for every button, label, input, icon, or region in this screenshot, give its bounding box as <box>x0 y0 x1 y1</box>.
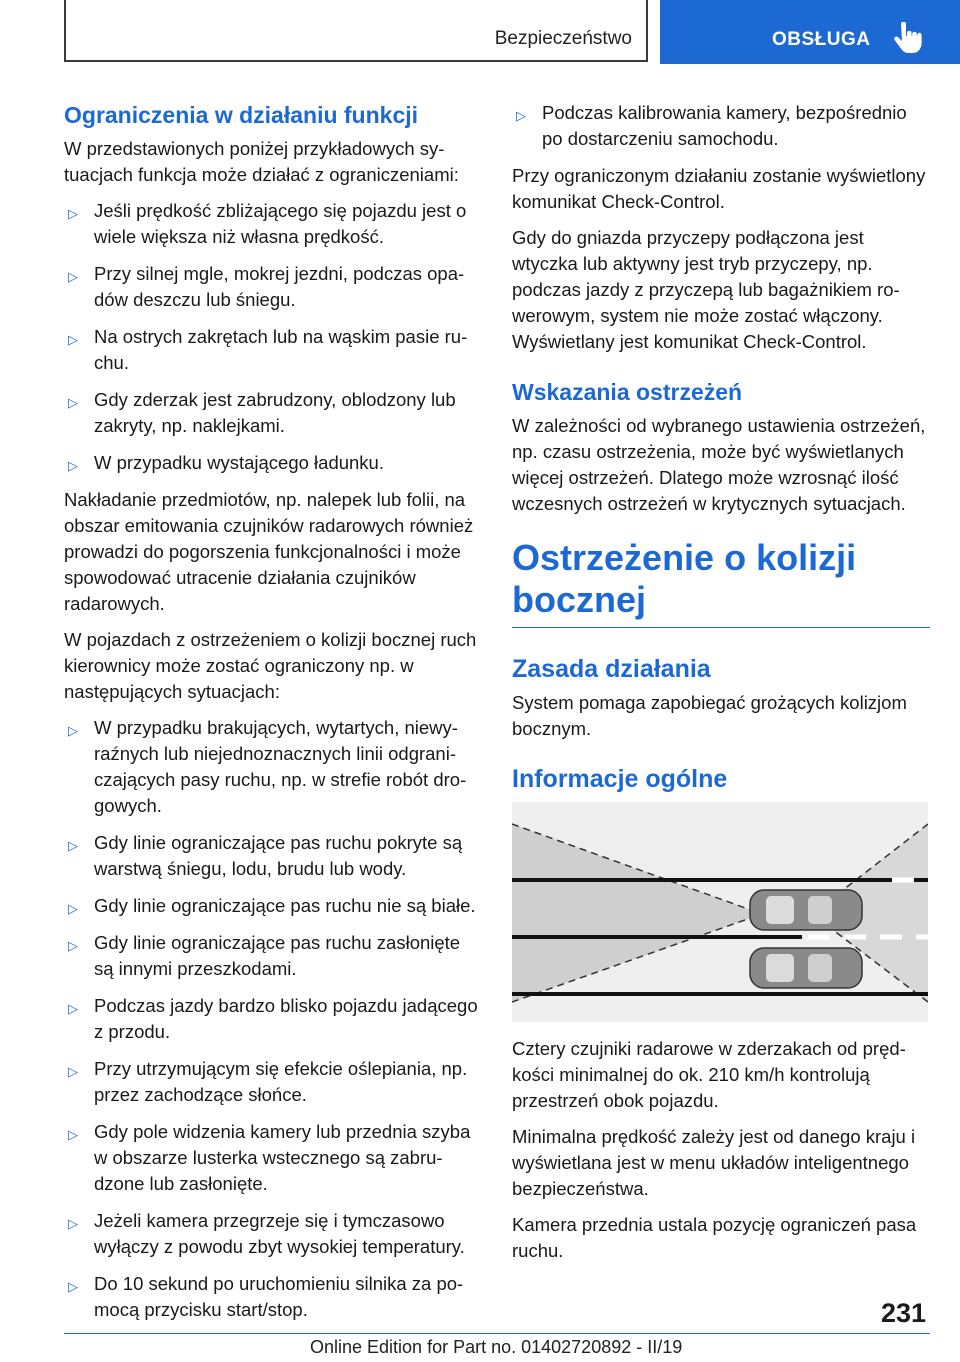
intro-paragraph: W przedstawionych poniżej przykładowych sytuacjach funkcja może działać z ograniczeniami: <box>64 138 459 185</box>
list-item <box>64 324 478 376</box>
list-item <box>64 450 478 476</box>
bullet-triangle-icon: ▷ <box>68 901 78 916</box>
tab-label: OBSŁUGA <box>772 29 871 50</box>
radar-illustration <box>512 802 928 1022</box>
paragraph-principle: System pomaga zapobiegać grożących kolizjom bocznym. <box>512 692 907 739</box>
paragraph-min-speed: Minimalna prędkość zależy jest od danego kraju i wyświetlana jest w menu układów inteligentnego bezpieczeństwa. <box>512 1126 916 1199</box>
list-item-text: Gdy linie ograniczające pas ruchu pokryte są warstwą śniegu, lodu, brudu lub wody. <box>94 832 463 879</box>
list-item <box>64 387 478 439</box>
list-item <box>64 1056 478 1108</box>
list-item <box>64 993 478 1045</box>
list-item-text: Na ostrych zakrętach lub na wąskim pasie ruchu. <box>94 326 468 373</box>
list-item <box>64 1208 478 1260</box>
section-title: Bezpieczeństwo <box>494 28 632 49</box>
paragraph-radar-sensors: Cztery czujniki radarowe w zderzakach od prędkości minimalnej do ok. 210 km/h kontrolują przestrzeń obok pojazdu. <box>512 1038 906 1111</box>
footer-edition: Online Edition for Part no. 01402720892 - II/19 <box>310 1337 683 1357</box>
list-item <box>64 893 478 919</box>
list-item <box>64 930 478 982</box>
list-item <box>64 715 478 819</box>
bullet-triangle-icon: ▷ <box>68 1279 78 1294</box>
car-lower <box>750 948 862 988</box>
list-item <box>64 198 478 250</box>
left-column <box>64 100 478 1334</box>
list-item-text: Do 10 sekund po uruchomieniu silnika za pomocą przycisku start/stop. <box>94 1273 464 1320</box>
bullet-triangle-icon: ▷ <box>68 395 78 410</box>
main-heading-wrap <box>512 537 930 628</box>
list-item-text: Przy utrzymującym się efekcie oślepiania, np. przez zachodzące słońce. <box>94 1058 468 1105</box>
bullet-triangle-icon: ▷ <box>68 723 78 738</box>
heading-limitations: Ograniczenia w działaniu funkcji <box>64 102 419 128</box>
continued-list <box>512 100 930 152</box>
list-item <box>64 1271 478 1323</box>
paragraph-warnings: W zależności od wybranego ustawienia ostrzeżeń, np. czasu ostrzeżenia, może być wyświetlanych więcej ostrzeżeń. Dlatego może wzrosnąć ilość wczesnych ostrzeżeń w krytycznych sytuacjach. <box>512 415 926 514</box>
paragraph-check-control: Przy ograniczonym działaniu zostanie wyświetlony komunikat Check-Control. <box>512 165 926 212</box>
car-upper <box>750 890 862 930</box>
bullet-triangle-icon: ▷ <box>68 206 78 221</box>
list-item-text: Jeżeli kamera przegrzeje się i tymczasowo wyłączy z powodu zbyt wysokiej temperatury. <box>94 1210 465 1257</box>
list-item <box>512 100 930 152</box>
paragraph-front-camera: Kamera przednia ustala pozycję ograniczeń pasa ruchu. <box>512 1214 917 1261</box>
bullet-triangle-icon: ▷ <box>68 458 78 473</box>
list-item-text: Podczas kalibrowania kamery, bezpośrednio po dostarczeniu samochodu. <box>542 102 907 149</box>
bullet-triangle-icon: ▷ <box>68 838 78 853</box>
list-item-text: Gdy linie ograniczające pas ruchu nie są białe. <box>94 895 476 916</box>
steering-limit-list <box>64 715 478 1323</box>
bullet-triangle-icon: ▷ <box>68 1127 78 1142</box>
list-item-text: Gdy pole widzenia kamery lub przednia szyba w obszarze lusterka wstecznego są zabrudzone lub zasłonięte. <box>94 1121 471 1194</box>
bullet-triangle-icon: ▷ <box>516 108 526 123</box>
list-item-text: Gdy zderzak jest zabrudzony, oblodzony lub zakryty, np. naklejkami. <box>94 389 456 436</box>
list-item-text: Jeśli prędkość zbliżającego się pojazdu jest o wiele większa niż własna prędkość. <box>94 200 467 247</box>
list-item <box>64 1119 478 1197</box>
list-item-text: W przypadku wystającego ładunku. <box>94 452 384 473</box>
list-item-text: Podczas jazdy bardzo blisko pojazdu jadącego z przodu. <box>94 995 478 1042</box>
pointing-hand-icon <box>892 22 922 54</box>
limitations-list <box>64 198 478 476</box>
page-number: 231 <box>880 1298 926 1328</box>
list-item <box>64 830 478 882</box>
bullet-triangle-icon: ▷ <box>68 938 78 953</box>
bullet-triangle-icon: ▷ <box>68 1064 78 1079</box>
bullet-triangle-icon: ▷ <box>68 332 78 347</box>
footer-divider <box>64 1333 930 1334</box>
bullet-triangle-icon: ▷ <box>68 269 78 284</box>
main-heading: Ostrzeżenie o kolizji bocznej <box>512 537 857 620</box>
bullet-triangle-icon: ▷ <box>68 1216 78 1231</box>
heading-warnings: Wskazania ostrzeżeń <box>512 379 743 405</box>
bullet-triangle-icon: ▷ <box>68 1001 78 1016</box>
list-item <box>64 261 478 313</box>
list-item-text: Przy silnej mgle, mokrej jezdni, podczas opadów deszczu lub śniegu. <box>94 263 465 310</box>
list-item-text: W przypadku brakujących, wytartych, niewyraźnych lub niejednoznacznych linii odgraniczających pasy ruchu, np. w strefie robót drogowych. <box>94 717 467 816</box>
header-section-box <box>64 0 648 62</box>
header-tab-obsluga[interactable] <box>660 0 960 64</box>
right-column <box>512 100 930 1274</box>
paragraph-sensor-covering: Nakładanie przedmiotów, np. nalepek lub folii, na obszar emitowania czujników radarowych również prowadzi do pogorszenia funkcjonalności i może spowodować utracenie działania czujników radarowych. <box>64 489 474 614</box>
heading-general: Informacje ogólne <box>512 765 728 793</box>
heading-principle: Zasada działania <box>512 655 711 683</box>
paragraph-steering-limit: W pojazdach z ostrzeżeniem o kolizji bocznej ruch kierownicy może zostać ograniczony np. w następujących sytuacjach: <box>64 629 477 702</box>
paragraph-trailer: Gdy do gniazda przyczepy podłączona jest wtyczka lub aktywny jest tryb przyczepy, np. podczas jazdy z przyczepą lub bagażnikiem rowerowym, system nie może zostać włączony. Wyświetlany jest komunikat Check-Control. <box>512 227 900 352</box>
list-item-text: Gdy linie ograniczające pas ruchu zasłonięte są innymi przeszkodami. <box>94 932 461 979</box>
